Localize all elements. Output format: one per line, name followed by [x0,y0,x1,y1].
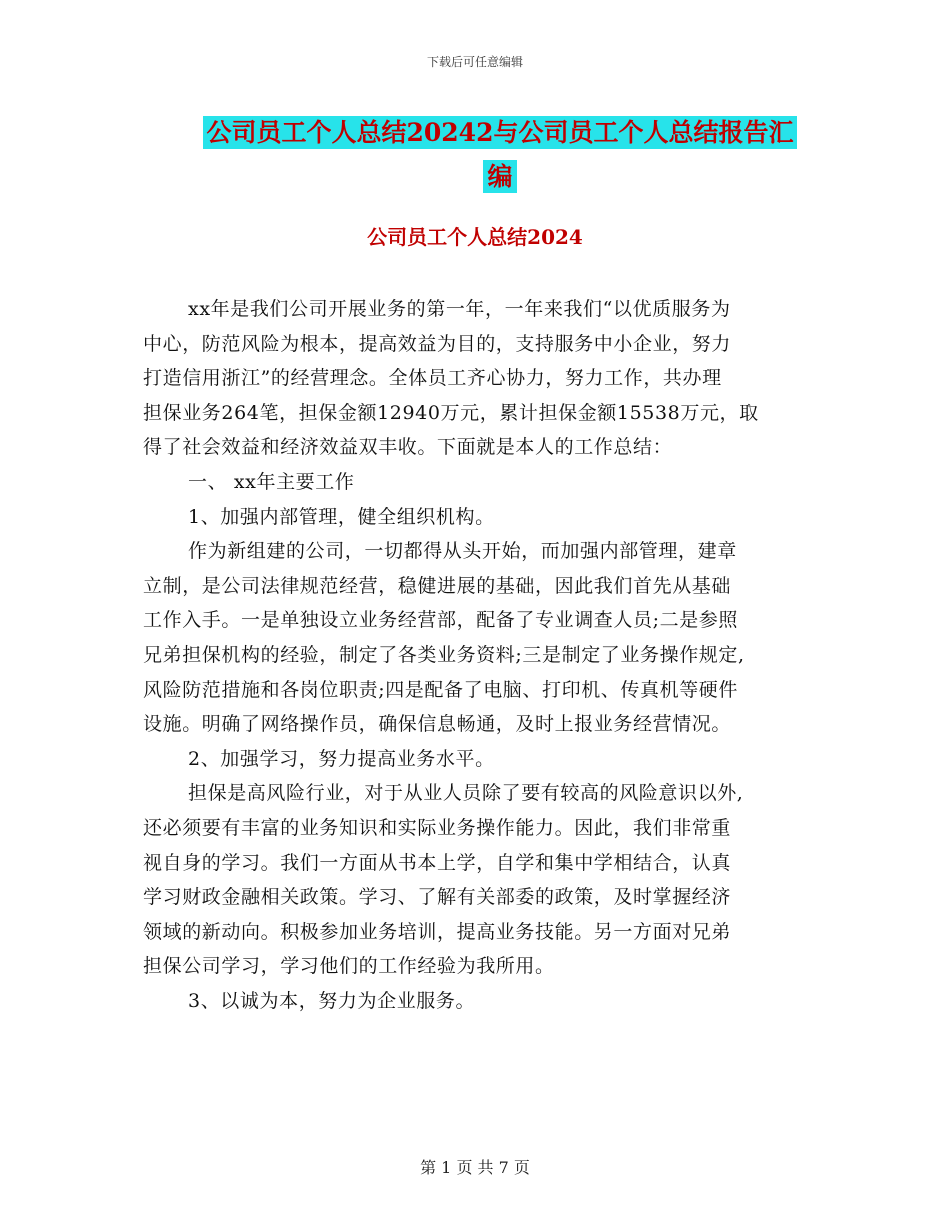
body-line: 风险防范措施和各岗位职责;四是配备了电脑、打印机、传真机等硬件 [143,678,739,701]
page-number: 第 1 页 共 7 页 [420,1158,530,1177]
body-line: 中心，防范风险为根本，提高效益为目的，支持服务中小企业，努力 [143,332,732,355]
body-line: 立制，是公司法律规范经营，稳健进展的基础，因此我们首先从基础 [143,574,732,597]
body-line: 担保是高风险行业，对于从业人员除了要有较高的风险意识以外, [188,782,744,805]
body-line: xx年是我们公司开展业务的第一年，一年来我们“以优质服务为 [188,298,731,320]
subsection-heading: 2、加强学习，努力提高业务水平。 [188,747,495,770]
body-line: 担保公司学习，学习他们的工作经验为我所用。 [143,955,555,978]
title-line-2: 编 [483,160,516,193]
header-note: 下载后可任意编辑 [426,55,523,69]
section-heading: 一、 xx年主要工作 [188,470,355,493]
body-line: 担保业务264笔，担保金额12940万元，累计担保金额15538万元，取 [143,401,759,424]
body-line: 打造信用浙江”的经营理念。全体员工齐心协力，努力工作，共办理 [143,367,722,390]
title-line-1: 公司员工个人总结20242与公司员工个人总结报告汇 [203,116,798,149]
body-line: 得了社会效益和经济效益双丰收。下面就是本人的工作总结： [143,436,673,459]
document-body [143,292,813,1018]
subsection-heading: 3、以诚为本，努力为企业服务。 [188,989,476,1012]
body-line: 学习财政金融相关政策。学习、了解有关部委的政策，及时掌握经济 [143,886,732,909]
body-line: 兄弟担保机构的经验，制定了各类业务资料;三是制定了业务操作规定, [143,643,745,666]
section-title: 公司员工个人总结2024 [367,225,583,249]
body-line: 设施。明确了网络操作员，确保信息畅通，及时上报业务经营情况。 [143,713,732,736]
document-title [190,111,810,199]
body-line: 领域的新动向。积极参加业务培训，提高业务技能。另一方面对兄弟 [143,920,732,943]
subsection-heading: 1、加强内部管理，健全组织机构。 [188,505,495,528]
body-line: 视自身的学习。我们一方面从书本上学，自学和集中学相结合，认真 [143,851,732,874]
body-line: 作为新组建的公司，一切都得从头开始，而加强内部管理，建章 [188,540,737,563]
body-line: 工作入手。一是单独设立业务经营部，配备了专业调查人员;二是参照 [143,609,739,632]
body-line: 还必须要有丰富的业务知识和实际业务操作能力。因此，我们非常重 [143,816,732,839]
